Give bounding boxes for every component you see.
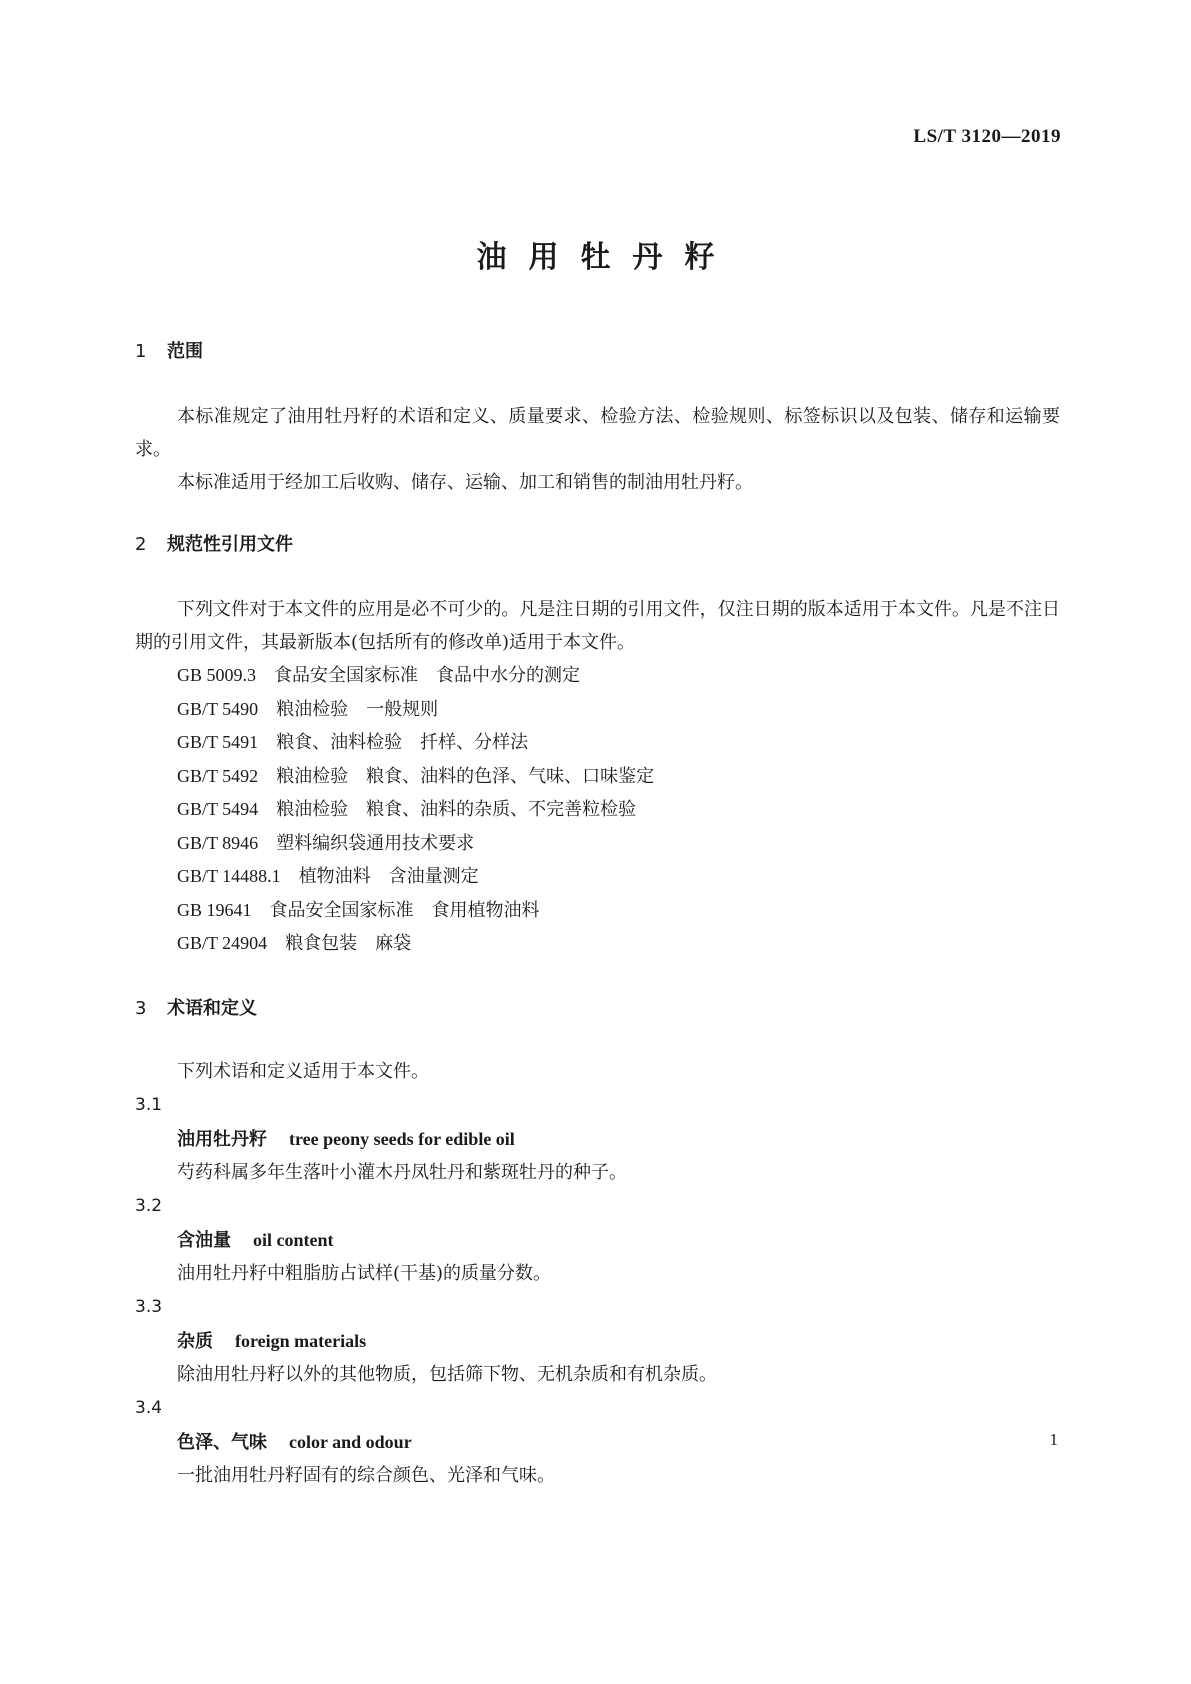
- term-heading: [135, 1122, 1060, 1157]
- section-heading: [135, 340, 1060, 364]
- document-title: 油用牡丹籽: [476, 240, 737, 275]
- reference-title: 粮油检验 粮食、油料的杂质、不完善粒检验: [276, 799, 637, 820]
- reference-item: [135, 860, 1060, 894]
- reference-list: [135, 659, 1060, 961]
- reference-code: GB/T 8946: [177, 832, 259, 853]
- section-terms-definitions: [135, 997, 1060, 1492]
- term-entry: [135, 1391, 1060, 1492]
- term-chinese: 油用牡丹籽: [177, 1128, 267, 1150]
- section-normative-references: [135, 533, 1060, 961]
- document-body: [135, 340, 1060, 1492]
- reference-title: 食品安全国家标准 食品中水分的测定: [274, 665, 581, 686]
- term-english: color and odour: [289, 1431, 412, 1452]
- reference-title: 粮食、油料检验 扦样、分样法: [276, 732, 529, 753]
- reference-item: [135, 827, 1060, 861]
- paragraph: 本标准规定了油用牡丹籽的术语和定义、质量要求、检验方法、检验规则、标签标识以及包装、储存和运输要求。: [135, 406, 1060, 460]
- term-heading: [135, 1223, 1060, 1258]
- reference-item: [135, 726, 1060, 760]
- section-number: 2: [135, 534, 147, 555]
- section-number: 3: [135, 997, 147, 1019]
- reference-title: 粮油检验 粮食、油料的色泽、气味、口味鉴定: [276, 765, 655, 787]
- term-entry: [135, 1088, 1060, 1189]
- reference-code: GB/T 24904: [177, 933, 268, 953]
- paragraph: 本标准适用于经加工后收购、储存、运输、加工和销售的制油用牡丹籽。: [177, 472, 753, 493]
- reference-item: [135, 894, 1060, 928]
- reference-code: GB/T 5492: [177, 765, 259, 786]
- term-entry: [135, 1290, 1060, 1391]
- reference-title: 塑料编织袋通用技术要求: [276, 832, 475, 854]
- reference-code: GB/T 5494: [177, 799, 259, 819]
- term-definition: 芍药科属多年生落叶小灌木丹凤牡丹和紫斑牡丹的种子。: [177, 1161, 627, 1183]
- reference-item: [135, 760, 1060, 794]
- term-number: 3.4: [135, 1397, 163, 1418]
- term-chinese: 含油量: [177, 1229, 231, 1251]
- term-number: 3.1: [135, 1094, 163, 1115]
- paragraph: 下列术语和定义适用于本文件。: [177, 1060, 429, 1082]
- term-entry: [135, 1189, 1060, 1290]
- section-number: 1: [135, 341, 147, 362]
- page-number: 1: [1049, 1430, 1058, 1449]
- reference-title: 粮油检验 一般规则: [276, 698, 439, 720]
- section-heading: [135, 997, 1060, 1021]
- term-definition: 除油用牡丹籽以外的其他物质，包括筛下物、无机杂质和有机杂质。: [177, 1363, 717, 1385]
- reference-title: 植物油料 含油量测定: [298, 866, 479, 887]
- term-english: tree peony seeds for edible oil: [289, 1128, 515, 1149]
- reference-title: 粮食包装 麻袋: [285, 933, 412, 954]
- term-heading: [135, 1324, 1060, 1359]
- reference-item: [135, 659, 1060, 693]
- reference-title: 食品安全国家标准 食用植物油料: [269, 899, 540, 921]
- term-chinese: 杂质: [177, 1330, 213, 1352]
- term-chinese: 色泽、气味: [177, 1431, 267, 1453]
- reference-code: GB 5009.3: [177, 665, 257, 685]
- term-definition: 油用牡丹籽中粗脂肪占试样(干基)的质量分数。: [177, 1262, 552, 1284]
- term-english: foreign materials: [235, 1330, 367, 1351]
- section-heading: [135, 533, 1060, 557]
- term-heading: [135, 1425, 1060, 1460]
- reference-item: [135, 793, 1060, 827]
- term-number: 3.2: [135, 1195, 163, 1216]
- section-title: 术语和定义: [167, 997, 257, 1019]
- standard-code: LS/T 3120—2019: [913, 126, 1061, 147]
- reference-code: GB/T 5491: [177, 732, 259, 752]
- reference-item: [135, 927, 1060, 961]
- reference-code: GB/T 14488.1: [177, 866, 281, 886]
- reference-code: GB/T 5490: [177, 698, 259, 719]
- term-english: oil content: [253, 1229, 334, 1250]
- term-number: 3.3: [135, 1296, 163, 1317]
- term-definition: 一批油用牡丹籽固有的综合颜色、光泽和气味。: [177, 1464, 555, 1486]
- section-title: 范围: [167, 341, 203, 362]
- section-title: 规范性引用文件: [167, 534, 293, 555]
- paragraph: 下列文件对于本文件的应用是必不可少的。凡是注日期的引用文件，仅注日期的版本适用于本文件。凡是不注日期的引用文件，其最新版本(包括所有的修改单)适用于本文件。: [135, 599, 1060, 653]
- reference-code: GB 19641: [177, 899, 252, 920]
- section-scope: [135, 340, 1060, 499]
- reference-item: [135, 693, 1060, 727]
